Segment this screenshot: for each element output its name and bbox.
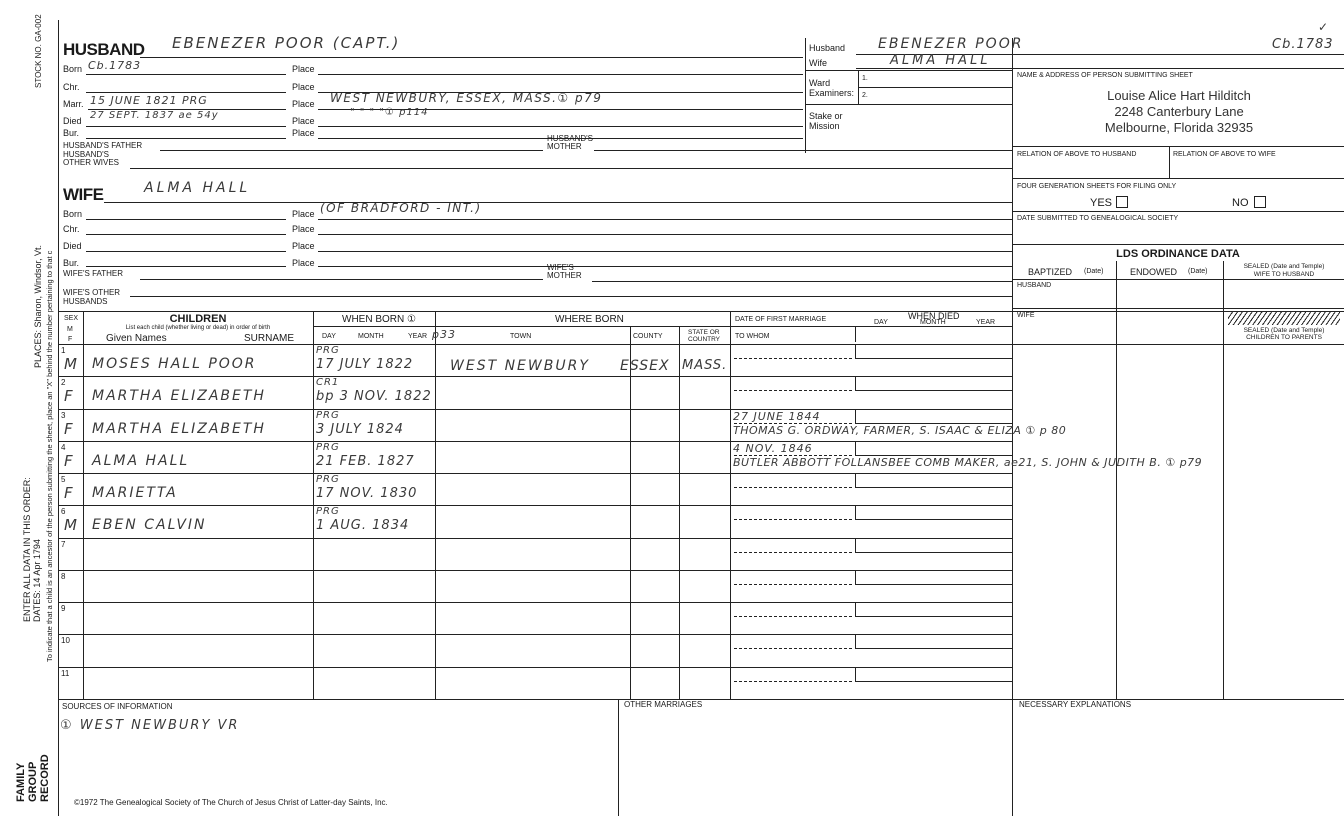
child-born-note: CR1 [316,377,340,388]
col-died-year: YEAR [976,319,996,326]
wife-born-place-label: Place [292,209,315,219]
submitter-name: Louise Alice Hart Hilditch [1107,88,1251,103]
examiner-1: 1. [862,75,868,82]
child-born-state[interactable]: MASS. [682,358,728,373]
child-number: 8 [61,572,66,581]
husband-died-place[interactable]: " " " "① p114 [350,107,429,118]
child-number: 5 [61,475,66,484]
husband-marr-place-label: Place [292,99,315,109]
child-born-date[interactable]: 3 JULY 1824 [316,422,404,437]
child-sex[interactable]: M [64,355,77,373]
child-born-note: PRG [316,410,340,421]
check-mark: ✓ [1318,20,1331,34]
lds-baptized: BAPTIZED [1028,267,1073,277]
child-number: 1 [61,346,66,355]
husband-marr-label: Marr. [63,99,84,109]
wife-born-label: Born [63,209,83,219]
child-born-date[interactable]: 17 NOV. 1830 [316,486,418,501]
col-born-year: YEAR [408,333,428,340]
col-born-day: DAY [322,333,336,340]
lds-endowed: ENDOWED [1130,267,1177,277]
col-state-2: COUNTRY [688,336,721,343]
husband-father-label: HUSBAND'S FATHER [63,141,143,150]
child-sex[interactable]: F [64,452,73,470]
col-children: CHILDREN [169,313,227,325]
child-born-note: PRG [316,345,340,356]
form-title-group: GROUP [27,761,39,802]
frame-left [58,20,59,816]
no-checkbox[interactable] [1254,196,1266,208]
husband-born-label: Born [63,64,83,74]
hdr-husband-value[interactable]: EBENEZER POOR [878,36,1024,52]
husband-died-place-label: Place [292,116,315,126]
sources-label: SOURCES OF INFORMATION [62,702,173,711]
examiner-2: 2. [862,92,868,99]
child-sex[interactable]: M [64,516,77,534]
other-marriages-label: OTHER MARRIAGES [624,700,703,709]
child-born-note: PRG [316,506,340,517]
child-number: 2 [61,378,66,387]
hdr-wife-label: Wife [809,58,827,68]
wife-bur-label: Bur. [63,258,80,268]
lds-sealed-child-2: CHILDREN TO PARENTS [1246,334,1322,341]
stock-number: STOCK NO. GA-002 [34,14,43,88]
child-name[interactable]: MOSES HALL POOR [92,356,257,372]
wife-chr-label: Chr. [63,224,80,234]
lds-wife: WIFE [1017,312,1035,319]
col-when-born: WHEN BORN ① [342,314,416,325]
husband-died-value[interactable]: 27 SEPT. 1837 ae 54y [90,110,219,121]
frame-header-divider [805,38,806,153]
ancestor-note: To indicate that a child is an ancestor of the person submitting the sheet, place an "X" behind the number pertaining to that c [45,250,54,662]
husband-chr-label: Chr. [63,82,80,92]
explanations-label: NECESSARY EXPLANATIONS [1019,700,1132,709]
hdr-husband-date[interactable]: Cb.1783 [1272,37,1334,52]
examiners-label: Examiners: [809,88,855,98]
lds-baptized-date: (Date) [1084,268,1104,275]
relation-husband-label: RELATION OF ABOVE TO HUSBAND [1017,151,1137,158]
col-sex: SEX [64,315,79,322]
child-born-date[interactable]: bp 3 NOV. 1822 [316,389,432,404]
child-born-date[interactable]: 1 AUG. 1834 [316,518,410,533]
child-spouse[interactable]: THOMAS G. ORDWAY, FARMER, S. ISAAC & ELIZA ① p 80 [733,424,1067,437]
submitter-label: NAME & ADDRESS OF PERSON SUBMITTING SHEET [1017,72,1193,79]
ward-label: Ward [809,78,831,88]
child-name[interactable]: MARTHA ELIZABETH [92,388,266,404]
col-children-note: List each child (whether living or dead) in order of birth [125,325,271,331]
child-number: 3 [61,411,66,420]
wife-title: WIFE [63,185,104,204]
wife-bur-place-label: Place [292,258,315,268]
col-died-month: MONTH [920,319,946,326]
col-born-month: MONTH [358,333,384,340]
col-sex-m: M [67,326,73,333]
lds-endowed-date: (Date) [1188,268,1208,275]
child-born-note: PRG [316,474,340,485]
child-marriage-date[interactable]: 4 NOV. 1846 [733,442,813,455]
child-number: 6 [61,507,66,516]
child-number: 9 [61,604,66,613]
husband-born-value[interactable]: Cb.1783 [88,59,142,72]
child-spouse[interactable]: BUTLER ABBOTT FOLLANSBEE COMB MAKER, ae21, S. JOHN & JUDITH B. ① p79 [733,456,1203,469]
child-born-date[interactable]: 21 FEB. 1827 [316,454,415,469]
child-name[interactable]: MARTHA ELIZABETH [92,421,266,437]
copyright: ©1972 The Genealogical Society of The Church of Jesus Christ of Latter-day Saints, Inc. [74,798,388,807]
husband-bur-label: Bur. [63,128,80,138]
husband-marr-value[interactable]: 15 JUNE 1821 PRG [90,94,208,107]
husband-chr-place-label: Place [292,82,315,92]
husband-other-wives-label: HUSBAND'S OTHER WIVES [63,150,120,167]
child-born-town[interactable]: WEST NEWBURY [450,358,590,374]
hdr-wife-value[interactable]: ALMA HALL [890,53,991,68]
lds-sealed-wife-1: SEALED (Date and Temple) [1243,263,1325,270]
yes-checkbox[interactable] [1116,196,1128,208]
sources-value[interactable]: ① WEST NEWBURY VR [60,718,240,733]
child-number: 10 [61,636,70,645]
date-submitted-label: DATE SUBMITTED TO GENEALOGICAL SOCIETY [1017,215,1179,222]
col-when-died: WHEN DIED [908,311,960,321]
wife-name[interactable]: ALMA HALL [144,180,251,196]
child-number: 4 [61,443,66,452]
mission-label: Mission [809,121,840,131]
child-name[interactable]: ALMA HALL [92,453,190,469]
lds-sealed-child-1: SEALED (Date and Temple) [1243,327,1325,334]
stake-label: Stake or [809,111,843,121]
child-marriage-date[interactable]: 27 JUNE 1844 [733,410,821,423]
husband-bur-place-label: Place [292,128,315,138]
col-town: TOWN [510,333,532,340]
wife-mother-label: WIFE'S MOTHER [547,263,582,280]
wife-born-place[interactable]: (OF BRADFORD - INT.) [320,201,482,215]
lds-sealed-wife-2: WIFE TO HUSBAND [1253,271,1315,278]
child-number: 7 [61,540,66,549]
no-label: NO [1232,197,1249,209]
child-name[interactable]: EBEN CALVIN [92,517,207,533]
lds-husband: HUSBAND [1017,282,1052,289]
child-number: 11 [61,669,70,678]
col-to-whom: TO WHOM [735,333,770,340]
husband-title: HUSBAND [63,40,145,59]
col-surname: SURNAME [244,333,295,344]
form-title-record: RECORD [39,754,51,802]
husband-born-place-label: Place [292,64,315,74]
born-page-ref: p33 [432,328,456,341]
child-born-date[interactable]: 17 JULY 1822 [316,357,414,372]
husband-marr-place[interactable]: WEST NEWBURY, ESSEX, MASS.① p79 [330,91,603,105]
child-name[interactable]: MARIETTA [92,485,178,501]
col-sex-f: F [68,336,73,343]
yes-label: YES [1090,197,1113,209]
wife-died-place-label: Place [292,241,315,251]
relation-wife-label: RELATION OF ABOVE TO WIFE [1173,151,1276,158]
husband-died-label: Died [63,116,82,126]
dates-note: DATES: 14 Apr 1794 [32,539,42,622]
wife-other-husbands-label: WIFE'S OTHER HUSBANDS [63,288,121,306]
hdr-husband-label: Husband [809,43,846,53]
child-born-county[interactable]: ESSEX [620,358,670,374]
col-state-1: STATE OR [688,329,720,336]
col-died-day: DAY [874,319,888,326]
col-first-marriage: DATE OF FIRST MARRIAGE [735,316,827,323]
submitter-street: 2248 Canterbury Lane [1114,104,1244,119]
lds-title: LDS ORDINANCE DATA [1116,248,1240,260]
wife-chr-place-label: Place [292,224,315,234]
places-note: PLACES: Sharon, Windsor, Vt. [33,244,43,368]
wife-died-label: Died [63,241,82,251]
four-gen-label: FOUR GENERATION SHEETS FOR FILING ONLY [1017,183,1177,190]
form-title-family: FAMILY [15,762,27,802]
child-sex[interactable]: F [64,387,73,405]
enter-data-note: ENTER ALL DATA IN THIS ORDER: [22,477,32,622]
col-county: COUNTY [633,333,663,340]
child-sex[interactable]: F [64,484,73,502]
child-born-note: PRG [316,442,340,453]
submitter-city: Melbourne, Florida 32935 [1104,120,1254,135]
col-given-names: Given Names [106,333,167,344]
husband-name[interactable]: EBENEZER POOR (CAPT.) [172,34,401,52]
wife-father-label: WIFE'S FATHER [63,269,124,278]
child-sex[interactable]: F [64,420,73,438]
col-where-born: WHERE BORN [555,314,624,325]
husband-mother-label: HUSBAND'S MOTHER [547,134,593,151]
lds-hatched-box [1228,311,1340,325]
